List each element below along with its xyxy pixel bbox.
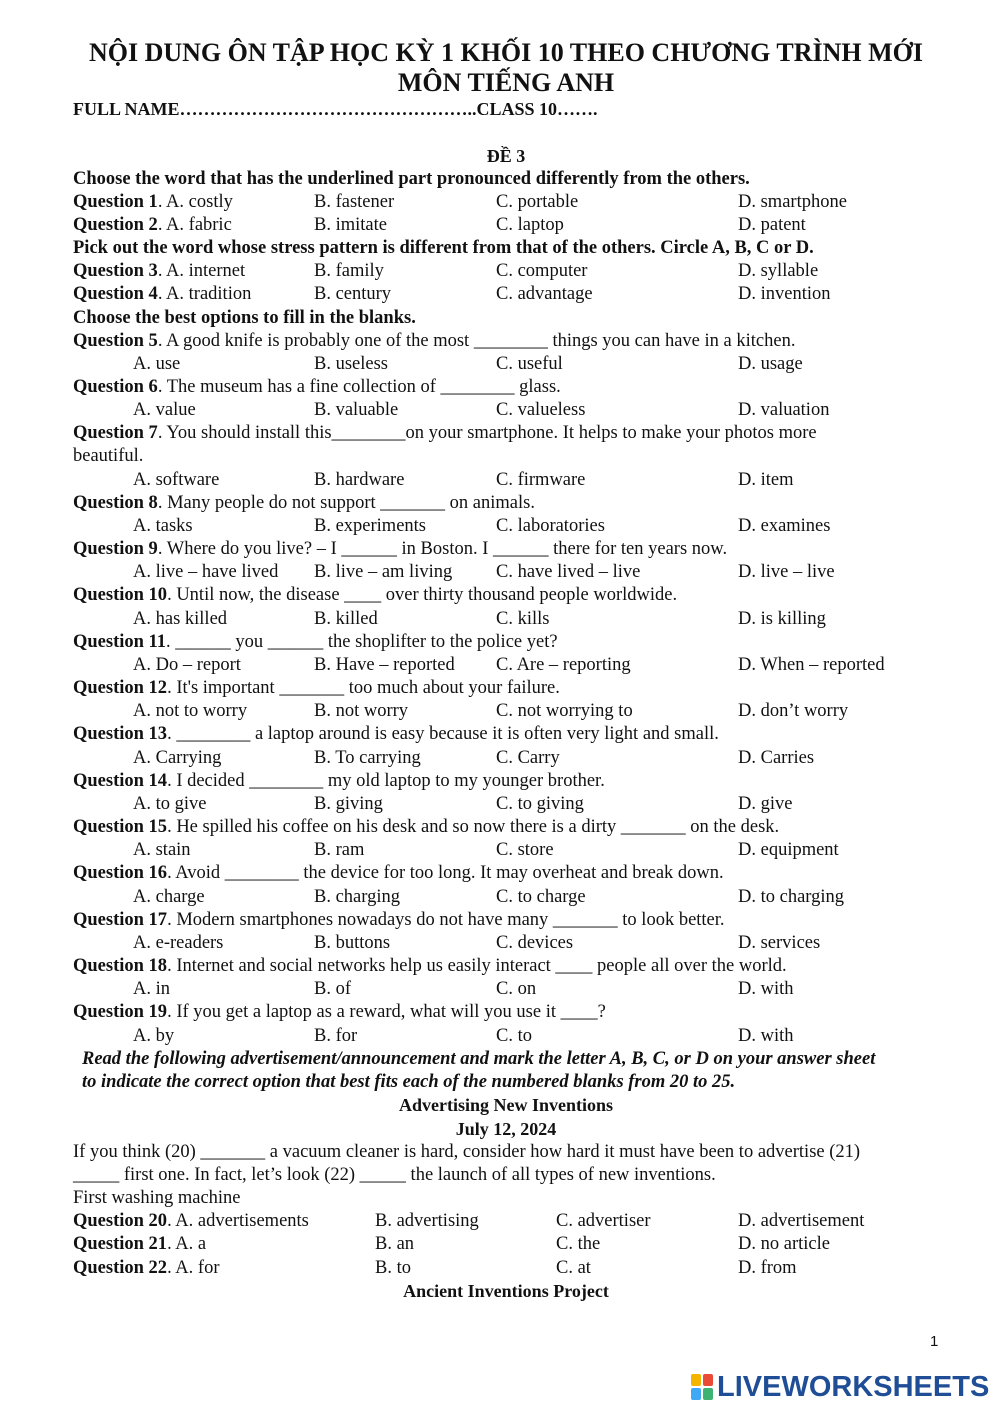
question-stem: . I decided ________ my old laptop to my younger brother. [167,771,605,791]
option-a: A. not to worry [133,701,248,721]
option-b: B. for [314,1026,358,1046]
option-a: A. Carrying [133,748,222,768]
option-a: A. tasks [133,516,193,536]
question-stem: . A good knife is probably one of the most ________ things you can have in a kitchen. [157,331,796,351]
option-b: B. advertising [375,1211,479,1231]
question-number: Question 17 [73,910,168,930]
option-b: B. experiments [314,516,427,536]
question-5 [73,330,795,353]
question-10 [73,584,677,607]
question-number: Question 14 [73,771,168,791]
question-9 [73,538,727,561]
question-stem: . ________ a laptop around is easy because it is often very light and small. [167,724,719,744]
option-d: D. equipment [738,840,839,860]
option-d: D. is killing [738,609,826,629]
question-11 [73,631,558,654]
question-number: Question 4 [73,284,158,304]
option-a: . A. internet [157,261,246,281]
section2-instruction: Pick out the word whose stress pattern is different from that of the others. Circle A, B, C or D. [73,238,814,258]
question-stem: . Where do you live? – I ______ in Boston. I ______ there for ten years now. [157,539,728,559]
question-number: Question 5 [73,331,158,351]
page-subtitle: MÔN TIẾNG ANH [397,68,615,97]
option-c: C. laptop [496,215,564,235]
option-c: C. store [496,840,554,860]
option-d: D. advertisement [738,1211,865,1231]
option-d: D. usage [738,354,803,374]
option-a: . A. fabric [157,215,232,235]
option-c: C. the [556,1234,601,1254]
question-number: Question 15 [73,817,168,837]
option-b: B. an [375,1234,415,1254]
reading-subheading: First washing machine [73,1188,241,1208]
option-d: D. invention [738,284,831,304]
question-22 [73,1257,219,1280]
reading-instruction: Read the following advertisement/announcement and mark the letter A, B, C, or D on your answer sheet [82,1049,876,1069]
next-section-title: Ancient Inventions Project [403,1281,609,1301]
option-c: C. Carry [496,748,560,768]
option-b: B. live – am living [314,562,453,582]
question-number: Question 9 [73,539,158,559]
question-stem-continued: beautiful. [73,446,144,466]
option-b: B. fastener [314,192,395,212]
question-number: Question 1 [73,192,158,212]
option-a: A. live – have lived [133,562,279,582]
question-stem: . Until now, the disease ____ over thirty thousand people worldwide. [167,585,678,605]
option-a: A. software [133,470,220,490]
question-number: Question 16 [73,863,168,883]
option-d: D. don’t worry [738,701,849,721]
question-3 [73,260,245,283]
liveworksheets-logo [691,1371,989,1403]
question-stem: . He spilled his coffee on his desk and so now there is a dirty _______ on the desk. [167,817,780,837]
option-b: B. To carrying [314,748,421,768]
reading-title: Advertising New Inventions [398,1095,613,1115]
question-stem: . Many people do not support _______ on animals. [157,493,535,513]
option-b: B. imitate [314,215,387,235]
question-14 [73,770,605,793]
option-a: A. in [133,979,170,999]
option-d: D. with [738,979,794,999]
option-b: B. hardware [314,470,405,490]
question-stem: . ______ you ______ the shoplifter to the police yet? [166,632,558,652]
option-c: C. advertiser [556,1211,651,1231]
option-a: A. by [133,1026,175,1046]
question-2 [73,214,232,237]
question-stem: . You should install this________on your smartphone. It helps to make your photos more [157,423,817,443]
question-number: Question 18 [73,956,168,976]
question-number: Question 19 [73,1002,168,1022]
question-number: Question 6 [73,377,158,397]
option-b: B. charging [314,887,400,907]
option-a: . A. costly [157,192,233,212]
option-c: C. Are – reporting [496,655,631,675]
page-title: NỘI DUNG ÔN TẬP HỌC KỲ 1 KHỐI 10 THEO CHƯƠNG TRÌNH MỚI [88,38,923,67]
option-b: B. useless [314,354,388,374]
question-15 [73,816,779,839]
option-c: C. devices [496,933,574,953]
question-6 [73,376,561,399]
question-number: Question 11 [73,632,167,652]
option-c: C. to charge [496,887,586,907]
option-c: C. not worrying to [496,701,633,721]
page-number: 1 [930,1333,939,1350]
question-1 [73,191,233,214]
question-stem: . Internet and social networks help us easily interact ____ people all over the world. [167,956,787,976]
question-number: Question 21 [73,1234,168,1254]
option-d: D. from [738,1258,797,1278]
option-c: C. portable [496,192,579,212]
option-b: B. buttons [314,933,391,953]
option-b: B. not worry [314,701,409,721]
liveworksheets-icon [691,1374,713,1400]
option-a: A. charge [133,887,205,907]
option-c: C. valueless [496,400,586,420]
option-b: B. of [314,979,351,999]
option-d: D. to charging [738,887,845,907]
option-d: D. examines [738,516,831,536]
question-17 [73,909,725,932]
option-d: D. no article [738,1234,830,1254]
reading-paragraph-continued: _____ first one. In fact, let’s look (22) _____ the launch of all types of new inventions. [73,1165,716,1185]
option-a: A. to give [133,794,207,814]
question-stem: . Avoid ________ the device for too long. It may overheat and break down. [167,863,724,883]
option-d: D. item [738,470,794,490]
reading-date: July 12, 2024 [455,1119,557,1139]
question-20 [73,1210,309,1233]
question-number: Question 12 [73,678,168,698]
option-d: D. When – reported [738,655,885,675]
full-name-line: FULL NAME…………………………………………..CLASS 10……. [73,99,598,119]
question-19 [73,1001,606,1024]
option-b: B. killed [314,609,378,629]
option-b: B. ram [314,840,365,860]
option-b: B. to [375,1258,411,1278]
question-number: Question 20 [73,1211,168,1231]
option-b: B. valuable [314,400,399,420]
section3-instruction: Choose the best options to fill in the blanks. [73,308,416,328]
question-21 [73,1233,206,1256]
option-a: A. has killed [133,609,228,629]
option-b: B. century [314,284,392,304]
question-number: Question 2 [73,215,158,235]
option-a: A. value [133,400,196,420]
reading-instruction-continued: to indicate the correct option that best fits each of the numbered blanks from 20 to 25. [82,1072,736,1092]
question-stem: . It's important _______ too much about your failure. [167,678,560,698]
option-c: C. computer [496,261,588,281]
reading-paragraph: If you think (20) _______ a vacuum cleaner is hard, consider how hard it must have been to advertise (21) [73,1142,861,1162]
option-a: A. use [133,354,181,374]
question-13 [73,723,719,746]
section1-instruction: Choose the word that has the underlined part pronounced differently from the others. [73,169,750,189]
option-c: C. firmware [496,470,586,490]
option-c: C. at [556,1258,591,1278]
question-stem: . Modern smartphones nowadays do not have many _______ to look better. [167,910,725,930]
option-d: D. valuation [738,400,830,420]
question-number: Question 7 [73,423,158,443]
test-label: ĐỀ 3 [486,146,526,166]
question-number: Question 22 [73,1258,168,1278]
option-a: . A. advertisements [167,1211,309,1231]
option-d: D. with [738,1026,794,1046]
option-a: A. stain [133,840,191,860]
option-d: D. services [738,933,821,953]
option-a: . A. a [167,1234,207,1254]
question-4 [73,283,251,306]
question-number: Question 13 [73,724,168,744]
option-b: B. giving [314,794,383,814]
option-c: C. to giving [496,794,584,814]
option-c: C. kills [496,609,550,629]
option-a: A. e-readers [133,933,224,953]
option-a: . A. tradition [157,284,252,304]
question-12 [73,677,560,700]
option-b: B. family [314,261,384,281]
option-d: D. patent [738,215,806,235]
option-c: C. on [496,979,537,999]
option-d: D. Carries [738,748,815,768]
question-stem: . The museum has a fine collection of ________ glass. [157,377,561,397]
option-a: A. Do – report [133,655,241,675]
question-number: Question 8 [73,493,158,513]
option-d: D. live – live [738,562,835,582]
question-8 [73,492,535,515]
option-d: D. syllable [738,261,819,281]
option-c: C. advantage [496,284,593,304]
brand-name: LIVEWORKSHEETS [717,1370,990,1403]
option-d: D. give [738,794,793,814]
question-18 [73,955,787,978]
option-c: C. to [496,1026,532,1046]
question-16 [73,862,724,885]
question-number: Question 3 [73,261,158,281]
option-b: B. Have – reported [314,655,455,675]
option-a: . A. for [167,1258,220,1278]
option-c: C. useful [496,354,563,374]
option-c: C. laboratories [496,516,605,536]
option-d: D. smartphone [738,192,847,212]
question-number: Question 10 [73,585,168,605]
question-stem: . If you get a laptop as a reward, what will you use it ____? [167,1002,606,1022]
option-c: C. have lived – live [496,562,641,582]
question-7 [73,422,817,445]
